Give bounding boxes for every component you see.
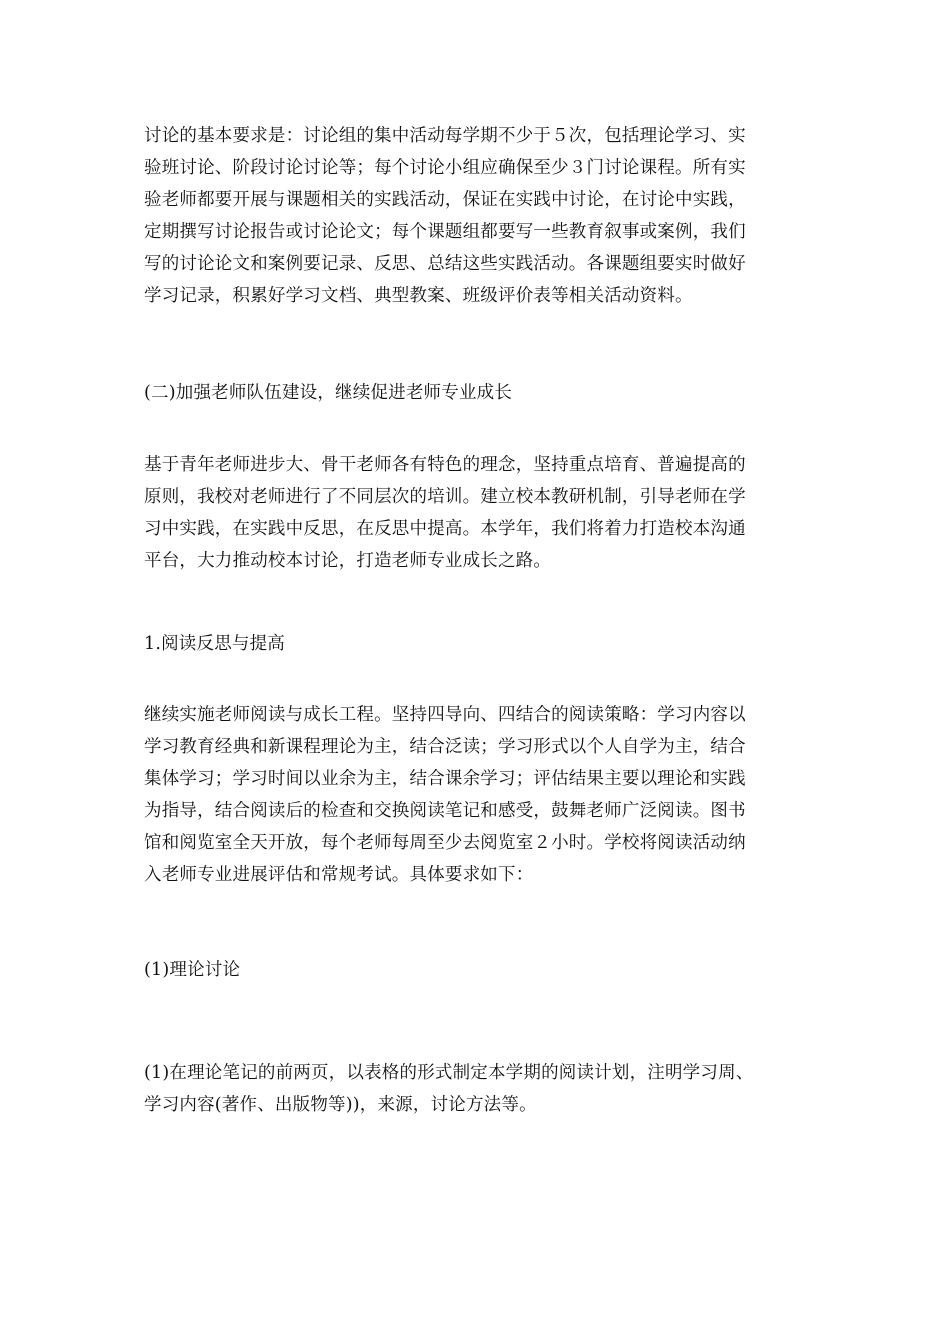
text-line: 学习记录，积累好学习文档、典型教案、班级评价表等相关活动资料。 [144, 286, 693, 306]
text-line: 原则，我校对老师进行了不同层次的培训。建立校本教研机制，引导老师在学 [144, 487, 746, 507]
text-line: 验老师都要开展与课题相关的实践活动，保证在实践中讨论，在讨论中实践， [144, 190, 746, 210]
text-line: 写的讨论论文和案例要记录、反思、总结这些实践活动。各课题组要实时做好 [144, 254, 746, 274]
text-line: 基于青年老师进步大、骨干老师各有特色的理念，坚持重点培育、普遍提高的 [144, 455, 746, 475]
paragraph-teacher-training [144, 449, 814, 577]
section-heading-theory-discussion [144, 954, 814, 986]
text-line: (1)在理论笔记的前两页，以表格的形式制定本学期的阅读计划，注明学习周、 [144, 1063, 754, 1083]
text-line: 讨论的基本要求是：讨论组的集中活动每学期不少于５次，包括理论学习、实 [144, 126, 746, 146]
paragraph-discussion-requirements [144, 120, 814, 312]
text-line: 继续实施老师阅读与成长工程。坚持四导向、四结合的阅读策略：学习内容以 [144, 705, 746, 725]
text-line: 入老师专业进展评估和常规考试。具体要求如下： [144, 865, 534, 885]
heading-text: 1.阅读反思与提高 [144, 634, 285, 654]
paragraph-reading-strategy [144, 699, 814, 891]
text-line: 验班讨论、阶段讨论讨论等；每个讨论小组应确保至少３门讨论课程。所有实 [144, 158, 746, 178]
heading-text: (1)理论讨论 [144, 960, 241, 980]
text-line: 习中实践，在实践中反思，在反思中提高。本学年，我们将着力打造校本沟通 [144, 519, 746, 539]
section-heading-teacher-team [144, 377, 814, 409]
section-heading-reading-reflection [144, 628, 814, 660]
text-line: 集体学习；学习时间以业余为主，结合课余学习；评估结果主要以理论和实践 [144, 769, 746, 789]
text-line: 馆和阅览室全天开放，每个老师每周至少去阅览室２小时。学校将阅读活动纳 [144, 833, 746, 853]
text-line: 学习内容(著作、出版物等))，来源，讨论方法等。 [144, 1095, 537, 1115]
text-line: 为指导，结合阅读后的检查和交换阅读笔记和感受，鼓舞老师广泛阅读。图书 [144, 801, 746, 821]
paragraph-reading-plan [144, 1057, 814, 1121]
text-line: 平台，大力推动校本讨论，打造老师专业成长之路。 [144, 551, 552, 571]
text-line: 学习教育经典和新课程理论为主，结合泛读；学习形式以个人自学为主，结合 [144, 737, 746, 757]
heading-text: (二)加强老师队伍建设，继续促进老师专业成长 [144, 383, 513, 403]
text-line: 定期撰写讨论报告或讨论论文；每个课题组都要写一些教育叙事或案例，我们 [144, 222, 746, 242]
